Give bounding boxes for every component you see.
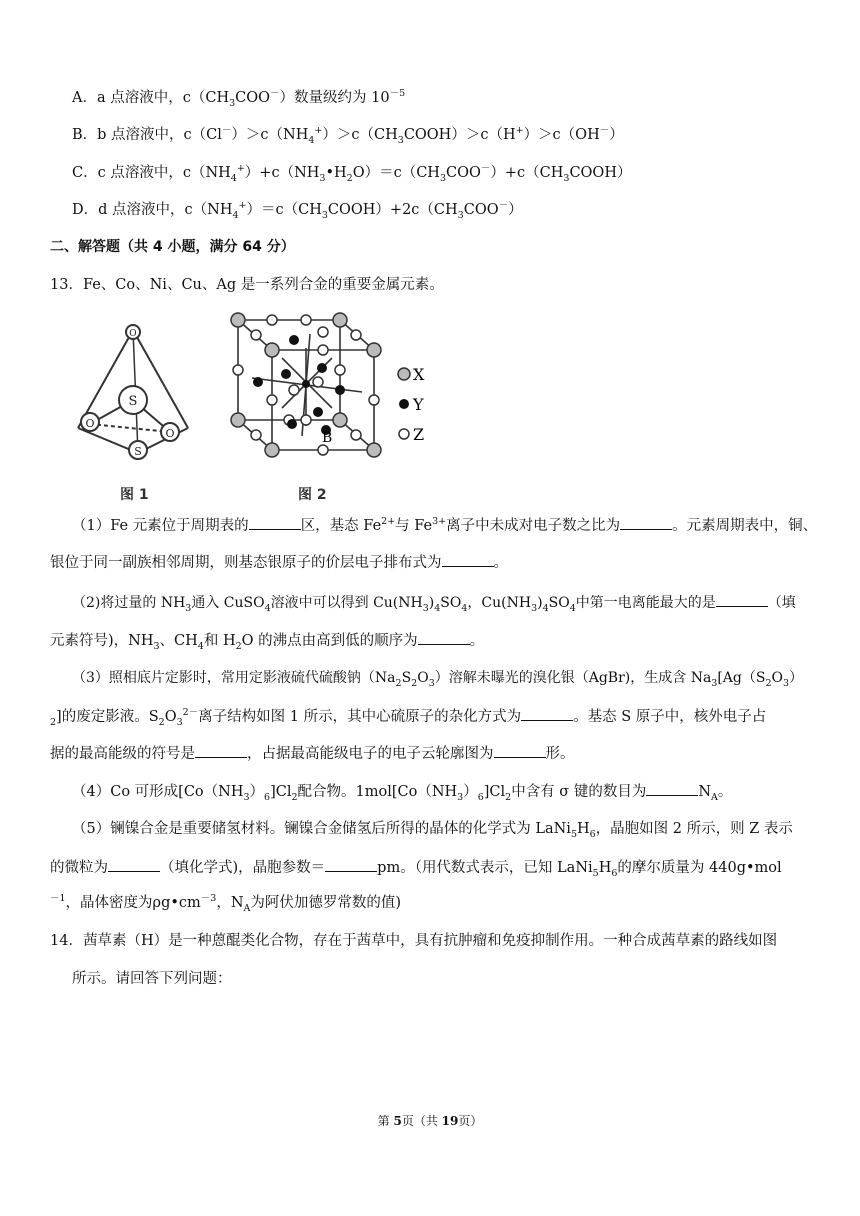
- label-bottom-s: S: [134, 445, 142, 458]
- label-left-o: O: [85, 417, 95, 430]
- figure-2-caption: 图 2: [298, 487, 327, 503]
- q13-part5-line1: （5）镧镍合金是重要储氢材料。镧镍合金储氢后所得的晶体的化学式为 $LaNi_5H_6$，晶胞如图 2 所示，则 Z 表示: [72, 821, 793, 840]
- figure-1-caption: 图 1: [120, 487, 149, 503]
- legend-x-marker: [398, 368, 410, 380]
- figure-1-tetrahedron: [70, 318, 195, 463]
- option-b: B．b 点溶液中，$c(Cl^-)>c(NH_4^+)>c(CH_3COOH)>c(H^+)>c(OH^-)$: [72, 125, 624, 146]
- option-d: D．d 点溶液中，$c(NH_4^+)=c(CH_3COOH)+2c(CH_3COO^-)$: [72, 200, 523, 221]
- q13-part2-line2: 元素符号)，$NH_3$、$CH_4$和 $H_2O$ 的沸点由高到低的顺序为 。: [50, 630, 484, 651]
- legend-z-marker: [399, 429, 409, 439]
- q13-part4: （4）Co 可形成$[Co(NH_3)_6]Cl_2$配合物。$1mol[Co(NH_3)_6]Cl_2$中含有 σ 键的数目为 $N_A$。: [72, 781, 732, 802]
- q13-part1-line2: 银位于同一副族相邻周期，则基态银原子的价层电子排布式为 。: [50, 552, 508, 573]
- section-heading: 二、解答题（共 4 小题，满分 64 分）: [50, 239, 295, 255]
- page-footer: 第 5页（共 19页）: [377, 1114, 483, 1128]
- q13-part3-line1: （3）照相底片定影时，常用定影液硫代硫酸钠$(Na_2S_2O_3)$溶解未曝光的溴化银（AgBr)，生成含 $Na_3[Ag(S_2O_3)$: [72, 670, 804, 689]
- label-top-o: O: [129, 329, 137, 339]
- option-a: A．a 点溶液中，$c(CH_3COO^-)$数量级约为 $10^{-5}$: [72, 88, 406, 109]
- q14-line2: 所示。请回答下列问题：: [72, 971, 232, 987]
- q13-intro: 13．Fe、Co、Ni、Cu、Ag 是一系列合金的重要金属元素。: [50, 277, 444, 293]
- option-c: C．c 点溶液中，$c(NH_4^+)+c(NH_3•H_2O)=c(CH_3COO^-)+c(CH_3COOH)$: [72, 163, 632, 184]
- label-right-o: O: [165, 427, 175, 440]
- q13-part5-line3: $^{-1}$，晶体密度为$\rho g•cm^{-3}$，$N_A$为阿伏加德罗常数的值): [50, 893, 402, 914]
- legend-y-marker: [399, 399, 409, 409]
- q13-part5-line2: 的微粒为 （填化学式)，晶胞参数＝ pm。（用代数式表示，已知 $LaNi_5H_6$的摩尔质量为 440g•mol: [50, 857, 782, 878]
- q14-line1: 14．茜草素（H）是一种蒽醌类化合物，存在于茜草中，具有抗肿瘤和免疫抑制作用。一种合成茜草素的路线如图: [50, 933, 778, 949]
- legend-z-label: Z: [413, 425, 425, 444]
- figure-2-crystal-cell: [222, 308, 442, 468]
- legend-x-label: X: [413, 365, 425, 384]
- q13-part2-line1: （2)将过量的 $NH_3$通入 CuSO$_4$溶液中可以得到 $Cu(NH_3)_4SO_4$，$Cu(NH_3)_4SO_4$中第一电离能最大的是 （填: [72, 592, 796, 613]
- label-center-s: S: [128, 394, 138, 409]
- legend-y-label: Y: [413, 395, 424, 414]
- q13-part1-line1: （1）Fe 元素位于周期表的 区，基态 $Fe^{2+}$与 $Fe^{3+}$离子中未成对电子数之比为 。元素周期表中，铜、: [72, 516, 818, 534]
- q13-part3-line3: 据的最高能级的符号是 ，占据最高能级电子的电子云轮廓图为 形。: [50, 743, 575, 764]
- label-b: B: [322, 430, 333, 446]
- q13-part3-line2: $_2$]的废定影液。$S_2O_3^{2-}$离子结构如图 1 所示，其中心硫原子的杂化方式为 。基态 S 原子中，核外电子占: [50, 707, 767, 728]
